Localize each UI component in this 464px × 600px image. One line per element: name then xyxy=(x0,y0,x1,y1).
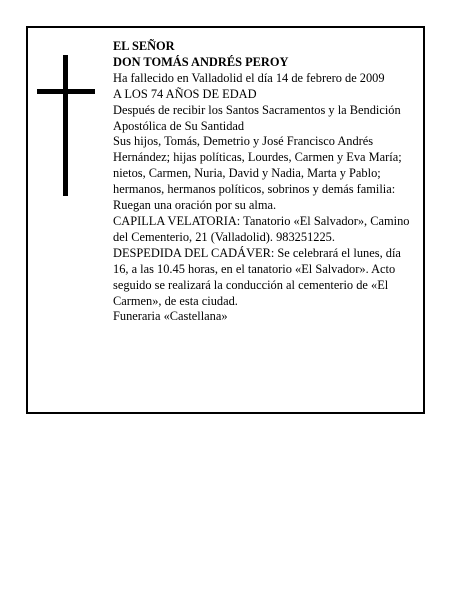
notice-text xyxy=(113,39,418,325)
funeral-home: Funeraria «Castellana» xyxy=(113,309,228,324)
age-line: A LOS 74 AÑOS DE EDAD xyxy=(113,86,257,101)
farewell-details: DESPEDIDA DEL CADÁVER: Se celebrará el lunes, día 16, a las 10.45 horas, en el tanatorio «El Salvador». Acto seguido se realizará la conducción al cementerio de «El Carmen», de esta ciudad. xyxy=(113,245,401,308)
family-list: Sus hijos, Tomás, Demetrio y José Francisco Andrés Hernández; hijas políticas, Lourdes, Carmen y Eva María; nietos, Carmen, Nuria, David y Nadia, Marta y Pablo; hermanos, hermanos políticos, sobrinos y demás familia: xyxy=(113,134,402,197)
cross-icon xyxy=(63,55,68,196)
sacraments-line: Después de recibir los Santos Sacramentos y la Bendición Apostólica de Su Santidad xyxy=(113,102,401,133)
cross-icon-crossbar xyxy=(37,89,95,94)
deceased-name: DON TOMÁS ANDRÉS PEROY xyxy=(113,54,289,69)
funeral-chapel: CAPILLA VELATORIA: Tanatorio «El Salvador», Camino del Cementerio, 21 (Valladolid). 983251225. xyxy=(113,213,410,244)
death-date: Ha fallecido en Valladolid el día 14 de febrero de 2009 xyxy=(113,70,385,85)
notice-title: EL SEÑOR xyxy=(113,39,175,53)
prayer-request: Ruegan una oración por su alma. xyxy=(113,198,277,213)
